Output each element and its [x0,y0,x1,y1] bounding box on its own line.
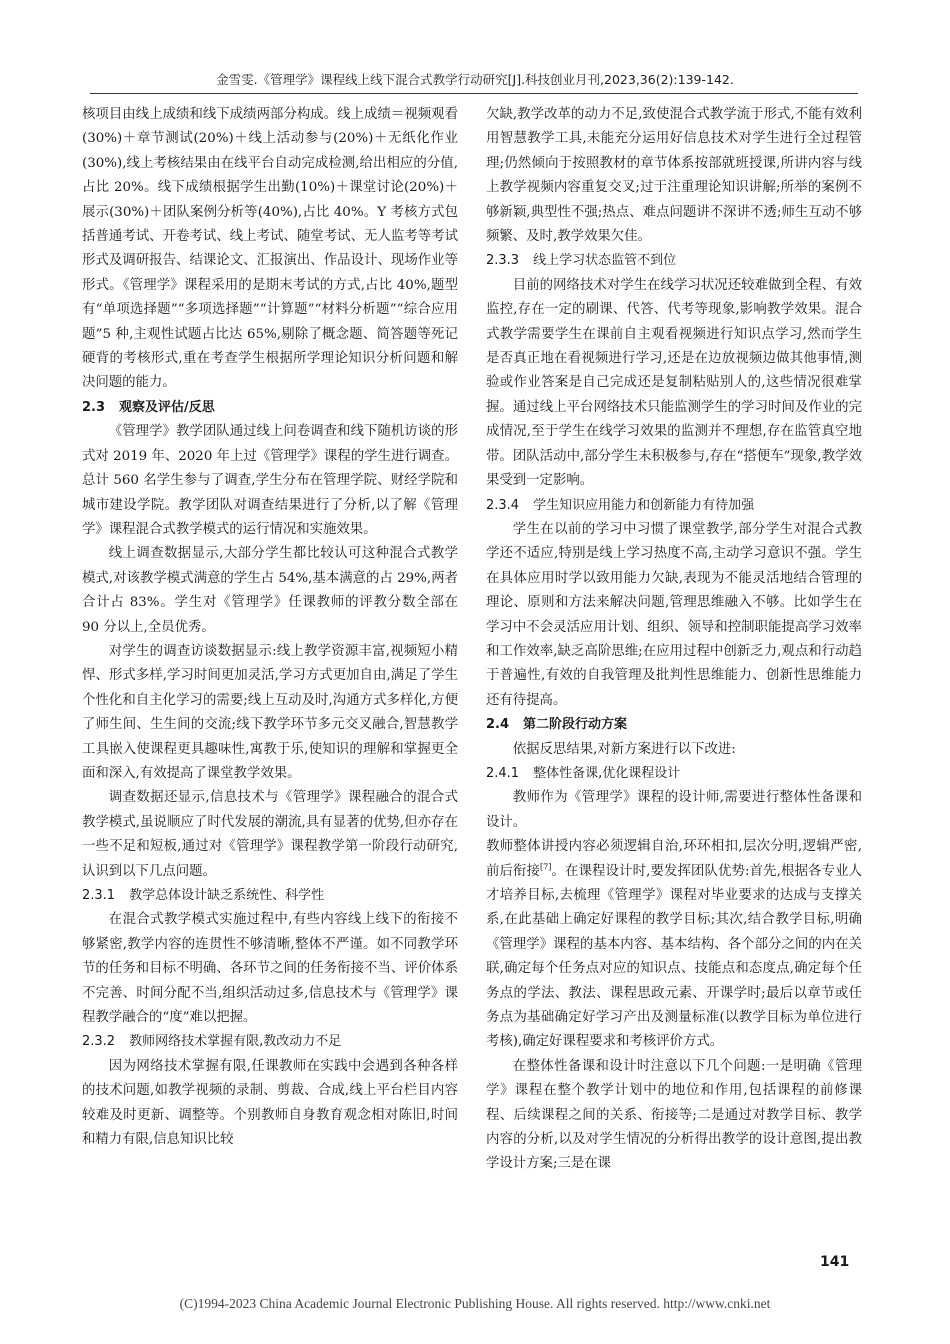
section-heading-2-3-3 [486,249,862,273]
section-heading-2-3 [82,396,458,420]
paragraph-text: 教师整体讲授内容必须逻辑自治,环环相扣,层次分明,逻辑严密,前后衔接 [486,839,862,879]
section-heading-2-3-2 [82,1030,458,1054]
paragraph: 核项目由线上成绩和线下成绩两部分构成。线上成绩＝视频观看(30%)＋章节测试(20%)＋线上活动参与(20%)＋无纸化作业(30%),线上考核结果由在线平台自动完成检测,给出相应的分值,占比 20%。线下成绩根据学生出勤(10%)＋课堂讨论(20%)＋展示(30%)＋团队案例分析等(40%),占比 40%。Y 考核方式包括普通考试、开卷考试、线上考试、随堂考试、无人监考等考试形式及调研报告、结课论文、汇报演出、作品设计、现场作业等形式。《管理学》课程采用的是期末考试的方式,占比 40%,题型有“单项选择题”“多项选择题”“计算题”“材料分析题”“综合应用题”5 种,主观性试题占比达 65%,剔除了概念题、简答题等死记硬背的考核形式,重在考查学生根据所学理论知识分析问题和解决问题的能力。 [82,107,458,391]
section-number: 2.3.2 [82,1034,116,1050]
copyright-footer: (C)1994-2023 China Academic Journal Electronic Publishing House. All rights reserved. http://www.cnki.net [179,1296,771,1311]
section-heading-2-3-1 [82,884,458,908]
section-number: 2.3.3 [486,253,520,269]
section-title: 教师网络技术掌握有限,教改动力不足 [129,1034,342,1050]
paragraph: 目前的网络技术对学生在线学习状况还较难做到全程、有效监控,存在一定的刷课、代答、代考等现象,影响教学效果。混合式教学需要学生在课前自主观看视频进行知识点学习,然而学生是否真正地在看视频进行学习,还是在边放视频边做其他事情,测验或作业答案是自己完成还是复制粘贴别人的,这些情况很难掌握。通过线上平台网络技术只能监测学生的学习时间及作业的完成情况,至于学生在线学习效果的监测并不理想,存在监管真空地带。团队活动中,部分学生未积极参与,存在“搭便车”现象,教学效果受到一定影响。 [486,277,862,489]
section-number: 2.4.1 [486,765,520,781]
running-header: 金雪雯.《管理学》课程线上线下混合式教学行动研究[J].科技创业月刊,2023,36(2):139-142. [216,72,734,87]
section-title: 第二阶段行动方案 [523,717,628,733]
right-column [486,103,862,1177]
paragraph: 在混合式教学模式实施过程中,有些内容线上线下的衔接不够紧密,教学内容的连贯性不够清晰,整体不严谨。如不同教学环节的任务和目标不明确、各环节之间的任务衔接不当、评价体系不完善、时间分配不当,组织活动过多,信息技术与《管理学》课程教学融合的“度”难以把握。 [82,912,458,1026]
paragraph: 《管理学》教学团队通过线上问卷调查和线下随机访谈的形式对 2019 年、2020 年上过《管理学》课程的学生进行调查。总计 560 名学生参与了调查,学生分布在管理学院、财经学院和城市建设学院。教学团队对调查结果进行了分析,以了解《管理学》课程混合式教学模式的运行情况和实施效果。 [82,424,458,537]
page-number: 141 [820,1254,850,1270]
paragraph: 在整体性备课和设计时注意以下几个问题:一是明确《管理学》课程在整个教学计划中的地位和作用,包括课程的前修课程、后续课程之间的关系、衔接等;二是通过对教学目标、教学内容的分析,以及对学生情况的分析得出教学的设计意图,提出教学设计方案;三是在课 [486,1058,862,1172]
paragraph: 线上调查数据显示,大部分学生都比较认可这种混合式教学模式,对该教学模式满意的学生占 54%,基本满意的占 29%,两者合计占 83%。学生对《管理学》任课教师的评教分数全部在 90 分以上,全员优秀。 [82,546,458,635]
paragraph: 学生在以前的学习中习惯了课堂教学,部分学生对混合式教学还不适应,特别是线上学习热度不高,主动学习意识不强。学生在具体应用时学以致用能力欠缺,表现为不能灵活地结合管理的理论、原则和方法来解决问题,管理思维融入不够。比如学生在学习中不会灵活应用计划、组织、领导和控制职能提高学习效率和工作效率,缺乏高阶思维;在应用过程中创新乏力,观点和行动趋于普遍性,有效的自我管理及批判性思维能力、创新性思维能力还有待提高。 [486,521,862,708]
section-title: 整体性备课,优化课程设计 [533,765,681,781]
left-column [82,103,458,1152]
section-number: 2.3.4 [486,497,520,513]
section-heading-2-4-1 [486,762,862,786]
section-title: 学生知识应用能力和创新能力有待加强 [533,497,755,513]
section-title: 教学总体设计缺乏系统性、科学性 [129,888,325,903]
section-heading-2-4 [486,713,862,737]
section-number: 2.3 [82,399,106,415]
paragraph: 教师作为《管理学》课程的设计师,需要进行整体性备课和设计。 [486,790,862,830]
citation-reference: [7] [540,862,552,872]
section-title: 观察及评估/反思 [119,399,215,415]
section-number: 2.4 [486,717,510,733]
section-number: 2.3.1 [82,888,116,903]
paragraph: 调查数据还显示,信息技术与《管理学》课程融合的混合式教学模式,虽说顺应了时代发展的潮流,具有显著的优势,但亦存在一些不足和短板,通过对《管理学》课程教学第一阶段行动研究,认识到以下几点问题。 [82,790,458,879]
section-heading-2-3-4 [486,494,862,518]
paragraph: 对学生的调查访谈数据显示:线上教学资源丰富,视频短小精悍、形式多样,学习时间更加灵活,学习方式更加自由,满足了学生个性化和自主化学习的需要;线上互动及时,沟通方式多样化,方便了师生间、生生间的交流;线下教学环节多元交叉融合,智慧教学工具嵌入使课程更具趣味性,寓教于乐,使知识的理解和掌握更全面和深入,有效提高了课堂教学效果。 [82,643,458,781]
paragraph: 依据反思结果,对新方案进行以下改进: [512,741,736,757]
paragraph-text: 。在课程设计时,要发挥团队优势:首先,根据各专业人才培养目标,去梳理《管理学》课程对毕业要求的达成与支撑关系,在此基础上确定好课程的教学目标;其次,结合教学目标,明确《管理学》课程的基本内容、基本结构、各个部分之间的内在关联,确定每个任务点对应的知识点、技能点和态度点,确定每个任务点的学法、教法、课程思政元素、开课学时;最后以章节或任务点为基础确定好学习产出及测量标准(以教学目标为单位进行考核),确定好课程要求和考核评价方式。 [486,863,862,1050]
paragraph [486,835,862,1055]
paragraph: 因为网络技术掌握有限,任课教师在实践中会遇到各种各样的技术问题,如教学视频的录制、剪裁、合成,线上平台栏目内容较难及时更新、调整等。个别教师自身教育观念相对陈旧,时间和精力有限,信息知识比较 [82,1058,458,1148]
paragraph: 欠缺,教学改革的动力不足,致使混合式教学流于形式,不能有效利用智慧教学工具,未能充分运用好信息技术对学生进行全过程管理;仍然倾向于按照教材的章节体系按部就班授课,所讲内容与线上教学视频内容重复交叉;过于注重理论知识讲解;所举的案例不够新颖,典型性不强;热点、难点问题讲不深讲不透;师生互动不够频繁、及时,教学效果欠佳。 [486,107,862,245]
section-title: 线上学习状态监管不到位 [533,253,677,269]
header-rule [90,93,858,94]
